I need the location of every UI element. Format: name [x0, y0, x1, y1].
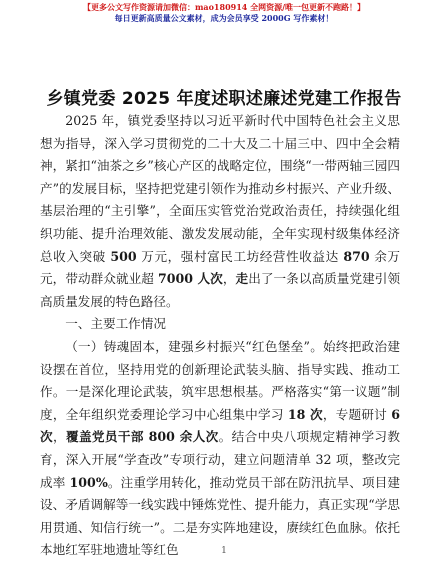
promo-banner	[0, 2, 448, 24]
text-run: 万元，强村富民工坊经营性收益达	[136, 248, 344, 264]
text-run: ，	[52, 429, 66, 445]
document-body	[40, 110, 400, 562]
emphasis-text: 100%	[69, 474, 108, 490]
text-run: ，专题研讨	[322, 406, 392, 422]
text-run: （一）铸魂固本，建强乡村振兴“红色堡垒”。始终把政治建设摆在首位，坚持用党的创新理论武装头脑、指导实践、推动工作。一是深化理论武装，筑牢思想根基。严格落实“第一议题”制度，全年组织党委理论学习中心组集中学习	[40, 338, 400, 422]
emphasis-text: 7000 人次	[158, 271, 223, 287]
text-run: ，	[222, 271, 236, 287]
text-run: 2025 年，镇党委坚持以习近平新时代中国特色社会主义思想为指导，深入学习贯彻党的二十大及二十届三中、四中全会精神，紧扣“油茶之乡”核心产区的战略定位，围绕“一带两轴三园四产”的发展目标，坚持把党建引领作为推动乡村振兴、产业升级、基层治理的“主引擎”，全面压实管党治党政治责任，持续强化组织功能、提升治理效能、激发发展动能，全年实现村级集体经济总收入突破	[40, 113, 400, 264]
intro-paragraph	[40, 110, 400, 313]
section-heading: 一、主要工作情况	[65, 316, 166, 332]
promo-line-1: 【更多公文写作资源请加微信：mao180914 全网资源/唯一包更新不跑路！】	[82, 2, 366, 12]
body-paragraph	[40, 336, 400, 562]
promo-line-2: 每日更新高质量公文素材，成为会员享受 2000G 写作素材！	[114, 13, 334, 23]
emphasis-text: 6 次	[40, 406, 400, 445]
emphasis-text: 500	[110, 248, 137, 264]
text-run: 。结合中央八项规定精神学习教育，深入开展“学查改”专项行动，建立问题清单 32 项，整改完成率	[40, 429, 401, 490]
text-run: 出了一条以高质量党建引领高质量发展的特色路径。	[40, 271, 401, 309]
page-number: 1	[221, 546, 227, 556]
document-title: 乡镇党委 2025 年度述职述廉述党建工作报告	[46, 89, 402, 109]
emphasis-text: 覆盖党员干部 800 余人次	[65, 429, 219, 445]
text-run: 。注重学用转化，推动党员干部在防汛抗旱、项目建设、矛盾调解等一线实践中锤炼党性、提升能力，真正实现“学思用贯通、知信行统一”。二是夯实阵地建设，赓续红色血脉。依托本地红军驻地遗址等红色	[40, 474, 400, 558]
emphasis-text: 18 次	[287, 406, 323, 422]
text-run: 余万元，带动群众就业超	[40, 248, 400, 287]
emphasis-text: 走	[235, 271, 249, 287]
emphasis-text: 870	[343, 248, 370, 264]
